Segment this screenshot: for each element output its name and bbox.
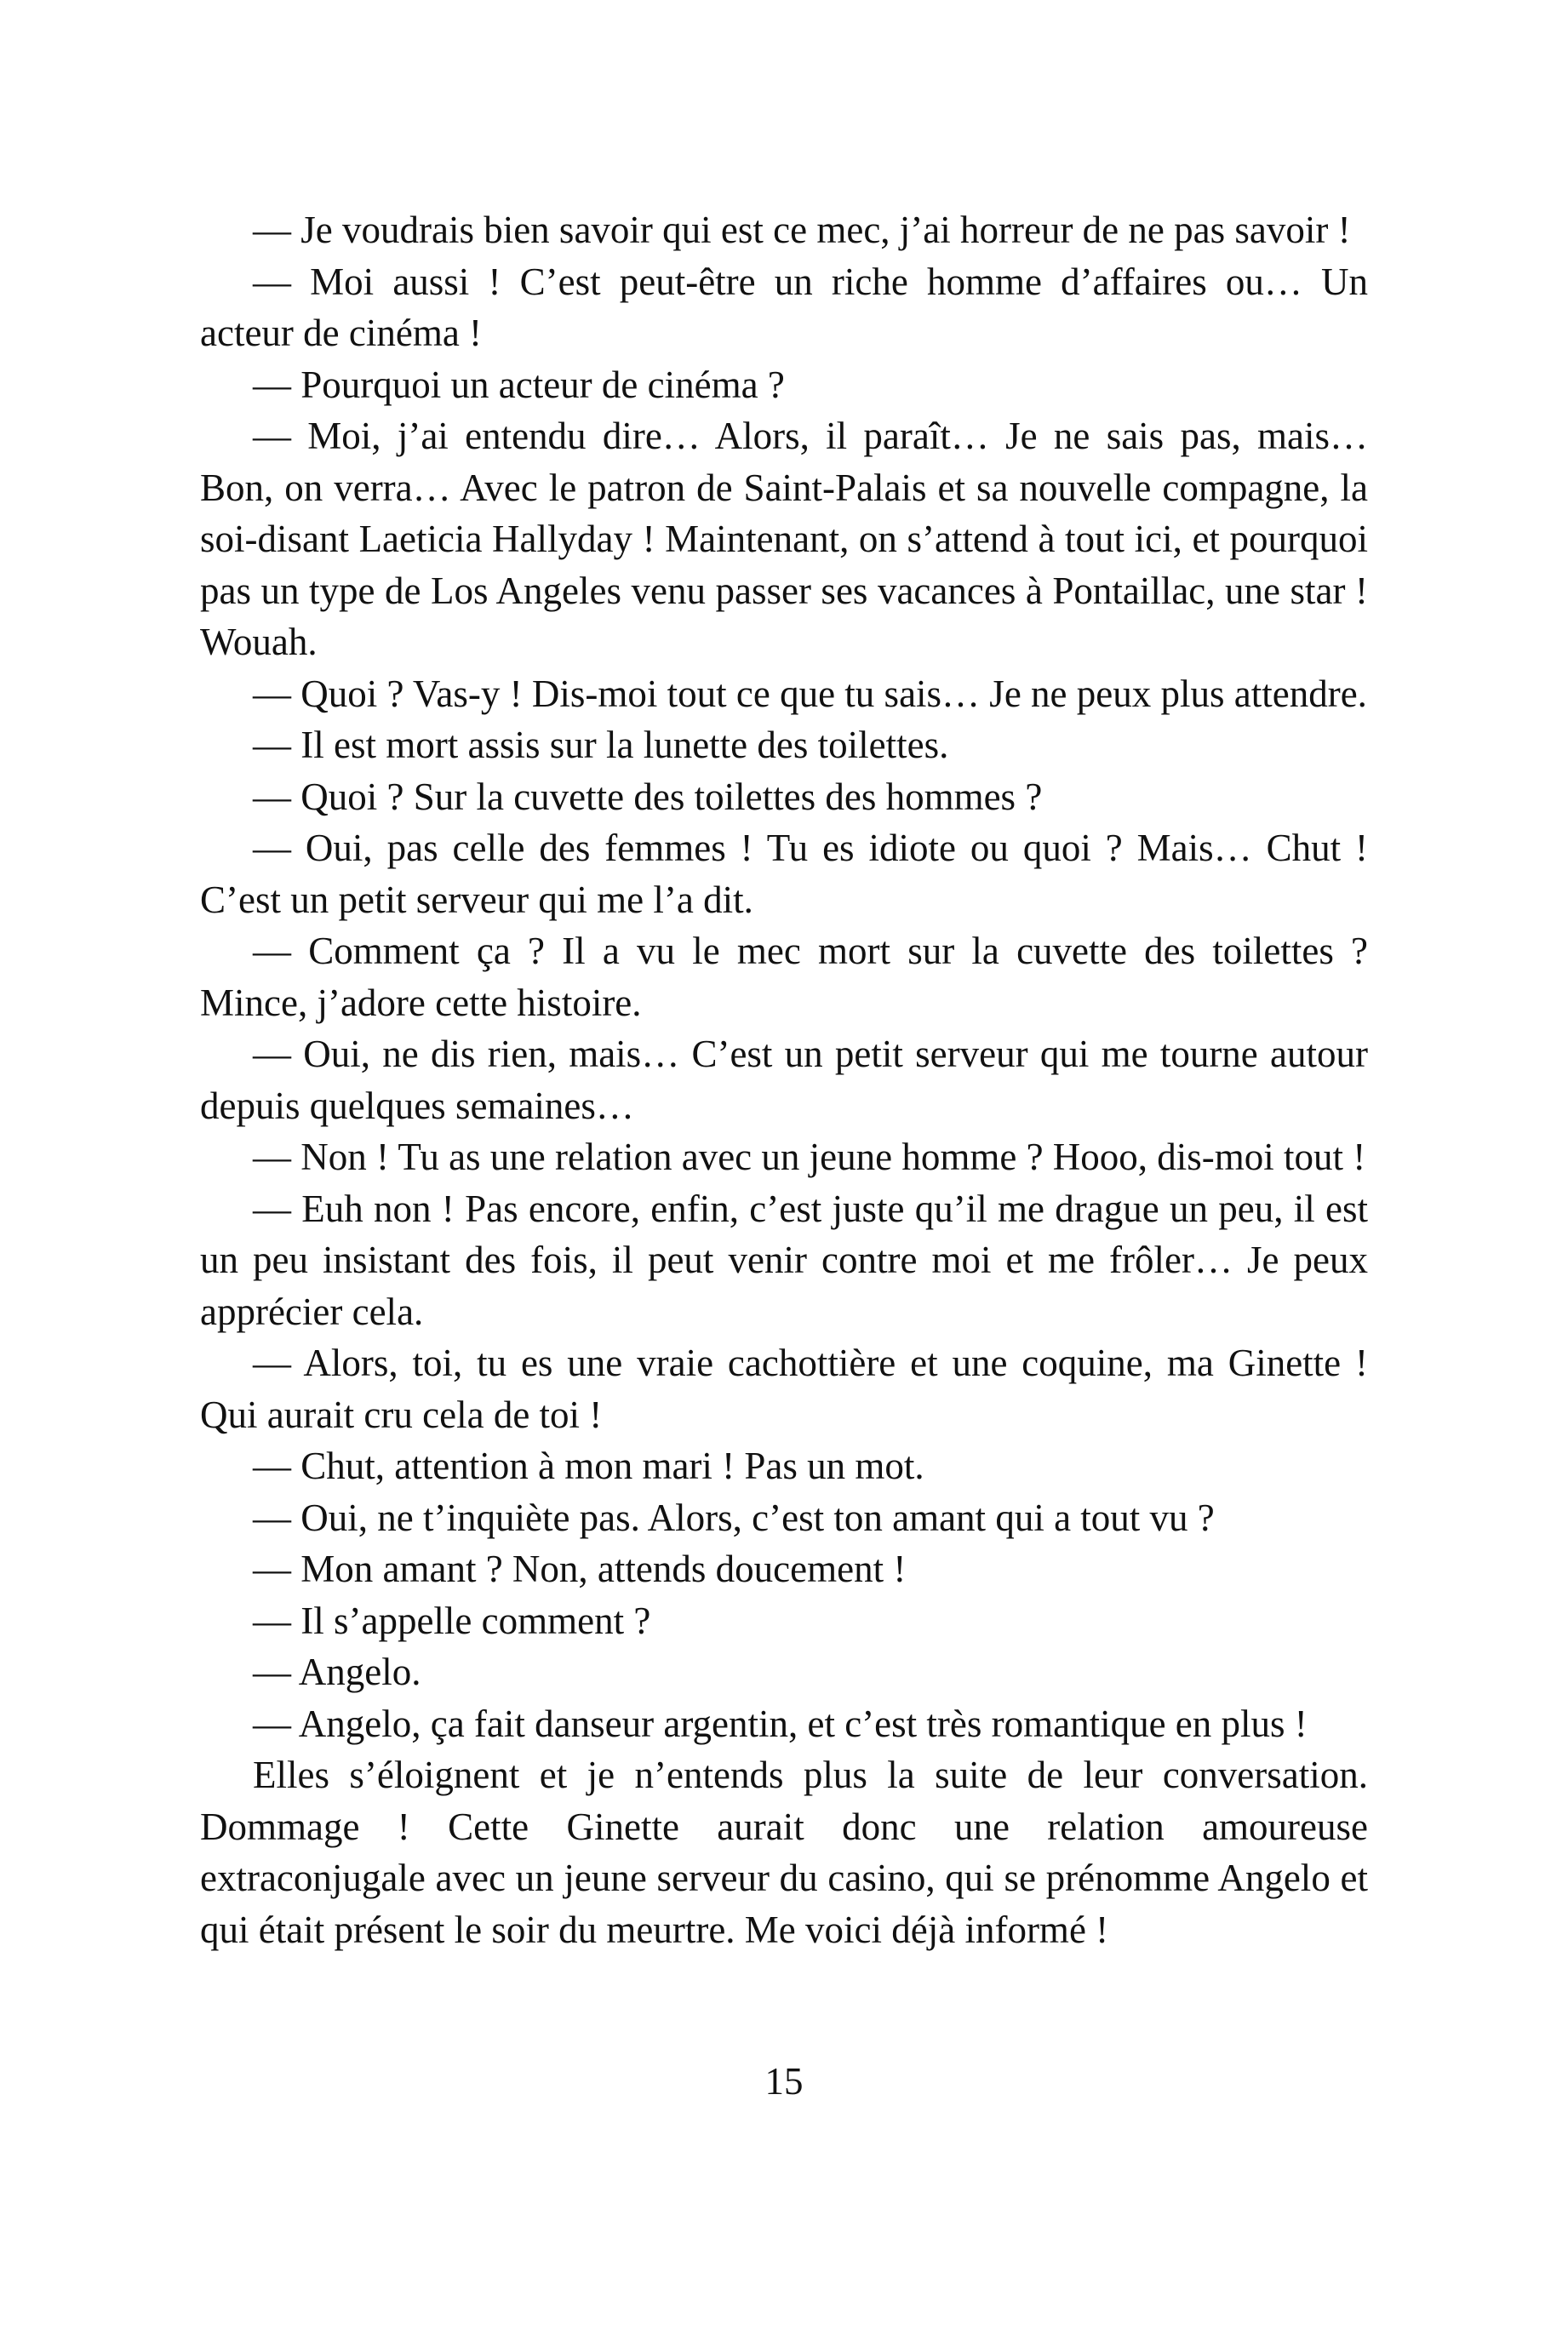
paragraph: — Il s’appelle comment ?: [253, 1599, 651, 1642]
paragraph: — Pourquoi un acteur de cinéma ?: [253, 363, 785, 406]
paragraph: — Oui, ne t’inquiète pas. Alors, c’est ton amant qui a tout vu ?: [253, 1496, 1215, 1539]
paragraph: — Comment ça ? Il a vu le mec mort sur la cuvette des toilettes ? Mince, j’adore cette histoire.: [200, 930, 1368, 1024]
paragraph: — Moi aussi ! C’est peut-être un riche homme d’affaires ou… Un acteur de cinéma !: [200, 260, 1368, 354]
paragraph: — Oui, ne dis rien, mais… C’est un petit serveur qui me tourne autour depuis quelques semaines…: [200, 1033, 1368, 1127]
paragraph: — Je voudrais bien savoir qui est ce mec, j’ai horreur de ne pas savoir !: [253, 209, 1351, 251]
paragraph: Elles s’éloignent et je n’entends plus la suite de leur conversation. Dommage ! Cette Ginette aurait donc une relation amoureuse extraconjugale avec un jeune serveur du casino, qui se prénomme Angelo et qui était présent le soir du meurtre. Me voici déjà informé !: [200, 1754, 1368, 1951]
paragraph: — Quoi ? Sur la cuvette des toilettes des hommes ?: [253, 775, 1043, 818]
paragraph: — Il est mort assis sur la lunette des toilettes.: [253, 724, 949, 766]
paragraph: — Alors, toi, tu es une vraie cachottière et une coquine, ma Ginette ! Qui aurait cru cela de toi !: [200, 1342, 1368, 1436]
paragraph: — Quoi ? Vas-y ! Dis-moi tout ce que tu sais… Je ne peux plus attendre.: [253, 672, 1367, 715]
paragraph: — Angelo.: [253, 1651, 421, 1693]
paragraph: — Chut, attention à mon mari ! Pas un mot.: [253, 1445, 924, 1487]
paragraph: — Angelo, ça fait danseur argentin, et c’est très romantique en plus !: [253, 1702, 1308, 1745]
paragraph: — Non ! Tu as une relation avec un jeune homme ? Hooo, dis-moi tout !: [253, 1136, 1366, 1178]
paragraph: — Mon amant ? Non, attends doucement !: [253, 1548, 907, 1590]
paragraph: — Euh non ! Pas encore, enfin, c’est juste qu’il me drague un peu, il est un peu insistant des fois, il peut venir contre moi et me frôler… Je peux apprécier cela.: [200, 1187, 1368, 1333]
body-text: [200, 204, 1368, 1955]
paragraph: — Moi, j’ai entendu dire… Alors, il paraît… Je ne sais pas, mais… Bon, on verra… Avec le patron de Saint-Palais et sa nouvelle compagne, la soi-disant Laeticia Hallyday ! Maintenant, on s’attend à tout ici, et pourquoi pas un type de Los Angeles venu passer ses vacances à Pontaillac, une star ! Wouah.: [200, 415, 1368, 663]
paragraph: — Oui, pas celle des femmes ! Tu es idiote ou quoi ? Mais… Chut ! C’est un petit serveur qui me l’a dit.: [200, 827, 1368, 921]
page-number: 15: [764, 2060, 804, 2103]
